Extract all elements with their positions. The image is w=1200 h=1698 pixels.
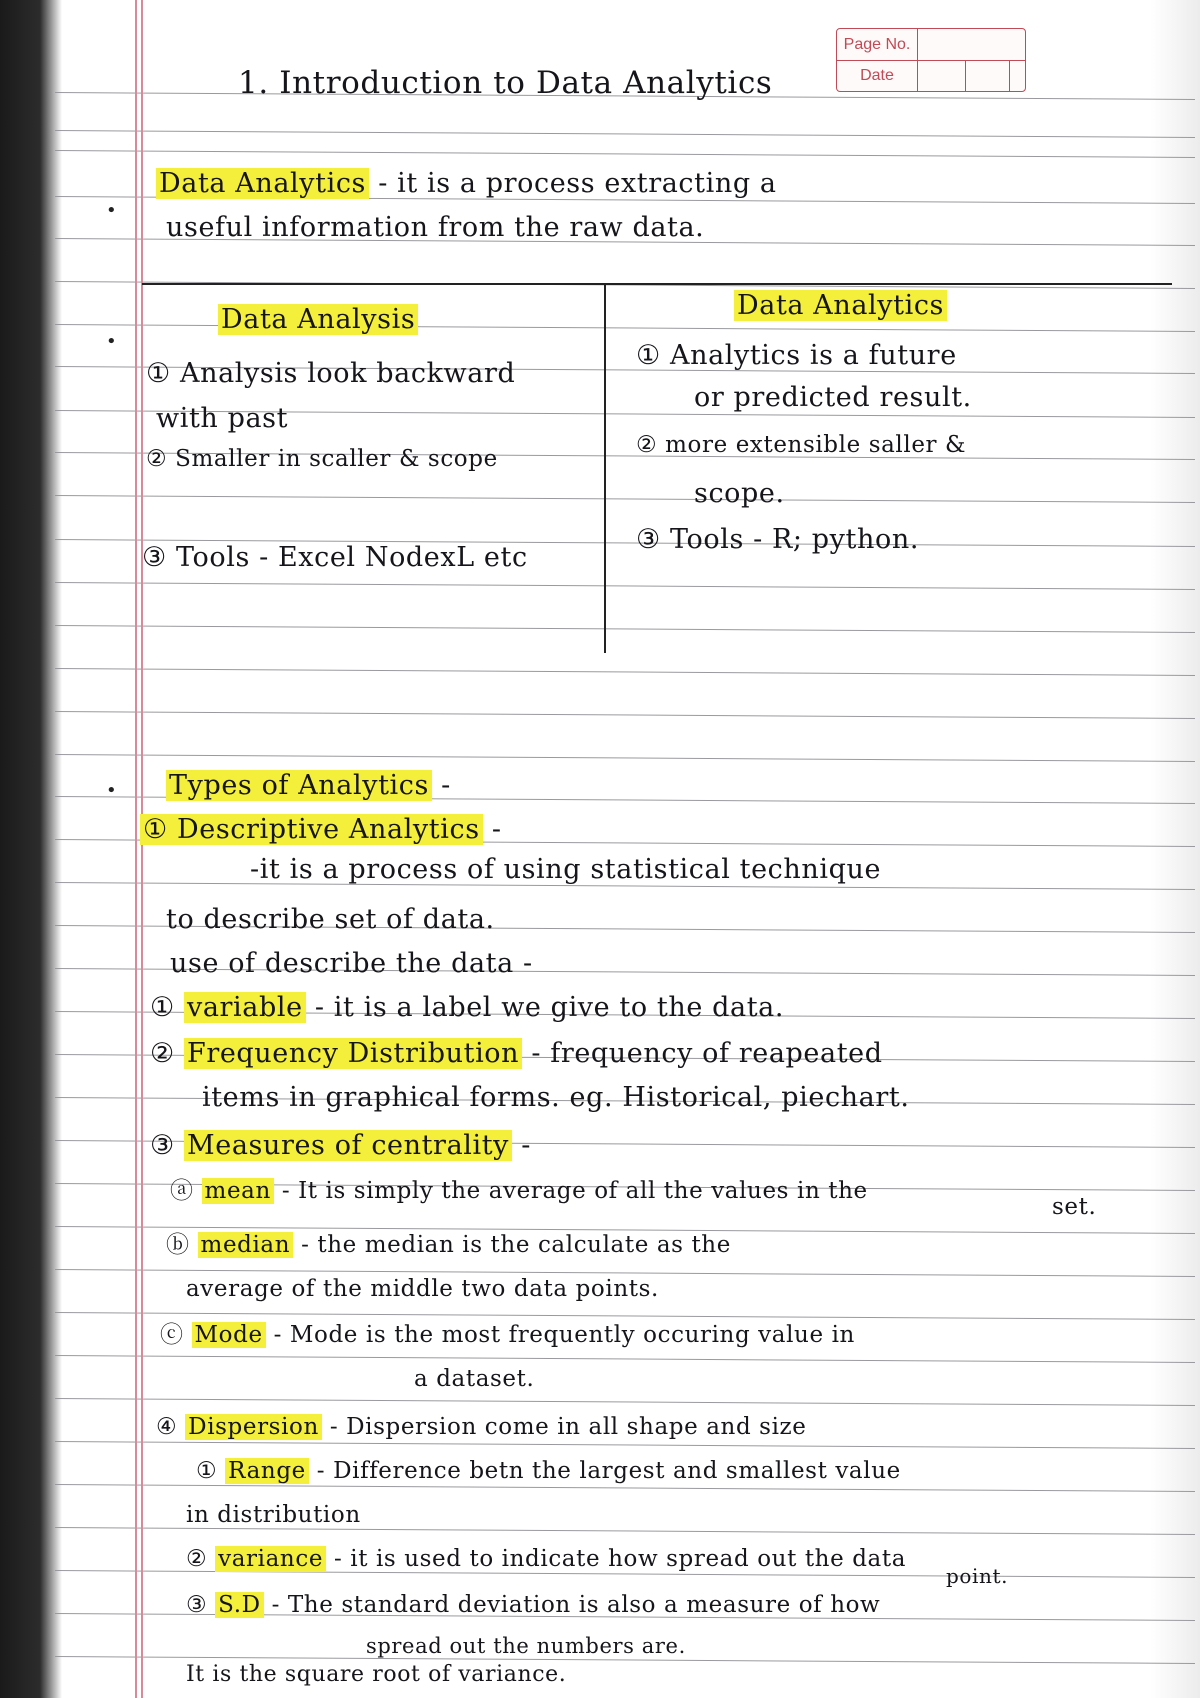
comparison-right-cell: scope. — [694, 478, 785, 509]
bullet-dot: • — [106, 200, 117, 221]
descriptive-analytics-term: ① Descriptive Analytics — [140, 814, 483, 845]
descriptive-dash: - — [491, 814, 502, 845]
definition-line-2: useful information from the raw data. — [166, 212, 705, 243]
comparison-right-cell: ① Analytics is a future — [636, 340, 957, 371]
definition-text: - it is a process extracting a — [378, 168, 777, 199]
date-label: Date — [837, 60, 918, 91]
frequency-item — [150, 1040, 883, 1067]
sd-item — [186, 1594, 880, 1617]
item-number: ④ — [156, 1414, 178, 1440]
dispersion-text: - Dispersion come in all shape and size — [329, 1414, 807, 1440]
table-top-line — [142, 283, 1172, 285]
definition-line-1 — [156, 170, 777, 197]
types-heading — [166, 772, 451, 799]
centrality-dash: - — [521, 1130, 531, 1161]
mode-item — [160, 1324, 855, 1347]
descriptive-line-1: -it is a process of using statistical technique — [250, 854, 882, 885]
date-cell — [965, 60, 1010, 91]
bullet-dot: • — [106, 331, 117, 352]
comparison-left-cell: ② Smaller in scaller & scope — [146, 446, 498, 472]
rule-line — [55, 668, 1195, 676]
rule-line — [55, 1355, 1195, 1363]
mean-set: set. — [1052, 1194, 1097, 1220]
descriptive-line-2: to describe set of data. — [166, 904, 495, 935]
sd-term: S.D — [215, 1592, 264, 1618]
dispersion-item — [156, 1416, 806, 1439]
data-analysis-heading: Data Analysis — [218, 304, 418, 335]
median-term: median — [198, 1232, 294, 1258]
mean-item — [170, 1180, 868, 1203]
item-number: ② — [186, 1546, 208, 1572]
comparison-left-cell: ③ Tools - Excel NodexL etc — [142, 542, 528, 573]
item-number: ③ — [150, 1130, 175, 1161]
mode-line-2: a dataset. — [414, 1366, 535, 1392]
mean-term: mean — [202, 1178, 274, 1204]
margin-line — [141, 0, 143, 1698]
rule-line — [55, 625, 1195, 633]
rule-line — [55, 1527, 1195, 1535]
sd-line-2: spread out the numbers are. — [366, 1634, 686, 1658]
mode-text: - Mode is the most frequently occuring value in — [273, 1322, 855, 1348]
page-no-label: Page No. — [837, 29, 918, 60]
margin-line — [135, 0, 137, 1698]
item-letter: ⓑ — [166, 1232, 190, 1258]
rule-line — [55, 1312, 1195, 1320]
frequency-line-2: items in graphical forms. eg. Historical, piechart. — [202, 1082, 910, 1113]
comparison-right-cell: ③ Tools - R; python. — [636, 524, 920, 555]
sd-text: - The standard deviation is also a measure of how — [271, 1592, 881, 1618]
variance-text: - it is used to indicate how spread out the data — [333, 1546, 907, 1572]
data-analytics-heading: Data Analytics — [734, 290, 947, 321]
mean-text: - It is simply the average of all the values in the — [281, 1178, 868, 1204]
date-row — [837, 60, 1025, 91]
comparison-right-cell: ② more extensible saller & — [636, 432, 967, 458]
median-line-2: average of the middle two data points. — [186, 1276, 659, 1302]
data-analytics-term: Data Analytics — [156, 168, 369, 199]
item-number: ② — [150, 1038, 175, 1069]
use-line: use of describe the data - — [170, 948, 533, 979]
median-text: - the median is the calculate as the — [301, 1232, 731, 1258]
page-number-date-box — [836, 28, 1026, 92]
variable-term: variable — [184, 992, 306, 1023]
comparison-left-cell: with past — [156, 403, 289, 434]
descriptive-heading — [140, 816, 502, 843]
range-text: - Difference betn the largest and smallest value — [316, 1458, 901, 1484]
rule-line — [55, 150, 1195, 158]
frequency-text: - frequency of reapeated — [531, 1038, 883, 1069]
rule-line — [55, 754, 1195, 762]
variance-item — [186, 1548, 906, 1571]
item-number: ③ — [186, 1592, 208, 1618]
rule-line — [55, 582, 1195, 590]
range-item — [196, 1460, 901, 1483]
variance-term: variance — [215, 1546, 326, 1572]
variance-point: point. — [946, 1564, 1009, 1588]
item-letter: ⓐ — [170, 1178, 194, 1204]
date-cell — [917, 60, 966, 91]
rule-line — [55, 130, 1195, 138]
comparison-right-cell: or predicted result. — [694, 382, 972, 413]
mode-term: Mode — [192, 1322, 266, 1348]
types-heading-dash: - — [441, 770, 451, 801]
rule-line — [55, 1398, 1195, 1406]
page-no-row — [837, 29, 1025, 61]
variable-item — [150, 994, 784, 1021]
bullet-dot: • — [106, 780, 117, 801]
comparison-left-cell: ① Analysis look backward — [146, 358, 516, 389]
frequency-distribution-term: Frequency Distribution — [184, 1038, 522, 1069]
col-header-analytics — [734, 292, 947, 319]
rule-line — [55, 711, 1195, 719]
range-term: Range — [225, 1458, 309, 1484]
centrality-item — [150, 1132, 531, 1159]
table-divider — [604, 283, 606, 653]
page-title: 1. Introduction to Data Analytics — [238, 65, 773, 101]
rule-line — [55, 1484, 1195, 1492]
sd-line-3: It is the square root of variance. — [186, 1662, 567, 1687]
dispersion-term: Dispersion — [185, 1414, 322, 1440]
item-number: ① — [196, 1458, 218, 1484]
col-header-analysis — [218, 306, 418, 333]
item-number: ① — [150, 992, 175, 1023]
range-line-2: in distribution — [186, 1502, 361, 1528]
rule-line — [55, 1441, 1195, 1449]
types-heading-text: Types of Analytics — [166, 770, 432, 801]
median-item — [166, 1234, 731, 1257]
item-letter: ⓒ — [160, 1322, 184, 1348]
variable-text: - it is a label we give to the data. — [314, 992, 785, 1023]
rule-line — [55, 495, 1195, 503]
measures-of-centrality-term: Measures of centrality — [184, 1130, 512, 1161]
